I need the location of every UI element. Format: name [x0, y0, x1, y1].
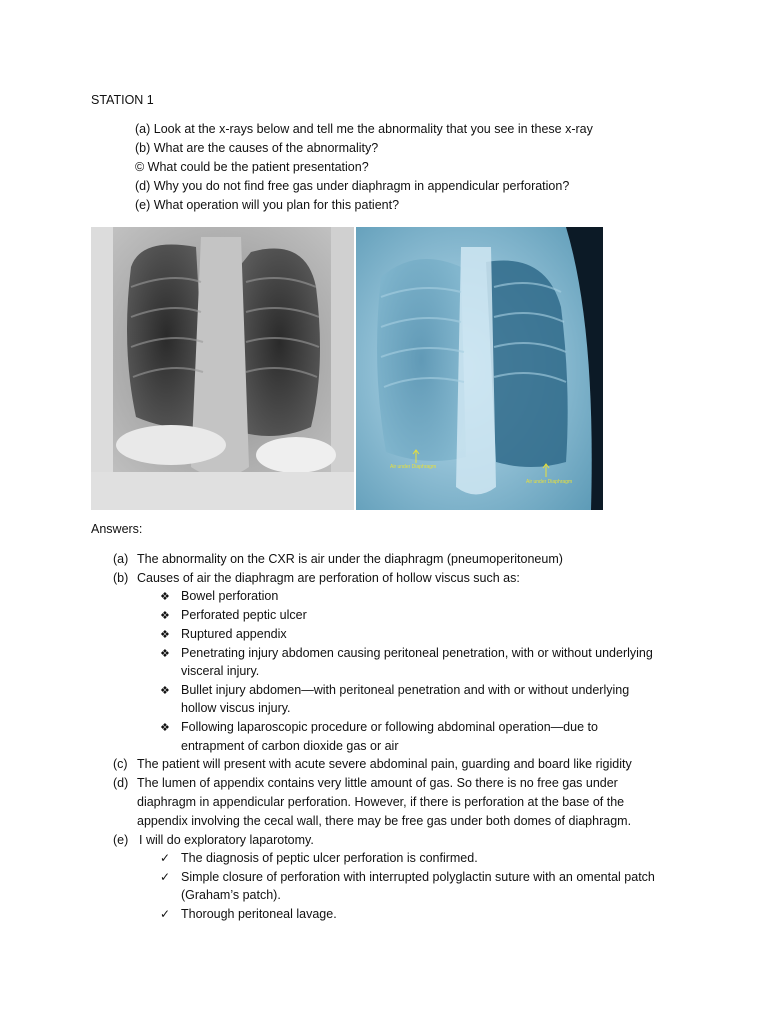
- operation-step-continued: (Graham’s patch).: [181, 888, 281, 902]
- question-d: (d) Why you do not find free gas under diaphragm in appendicular perforation?: [135, 179, 570, 193]
- question-e: (e) What operation will you plan for this patient?: [135, 198, 400, 212]
- operation-step: Thorough peritoneal lavage.: [181, 907, 337, 921]
- chest-xray-left-image: [91, 227, 354, 510]
- bullet-icon: ❖: [160, 629, 170, 641]
- cause-item: Penetrating injury abdomen causing peritoneal penetration, with or without underlying: [181, 646, 653, 660]
- answer-d-line: appendix involving the cecal wall, there may be free gas under both domes of diaphragm.: [137, 814, 632, 828]
- answer-c-label: (c): [113, 757, 128, 771]
- cause-item: Bullet injury abdomen—with peritoneal penetration and with or without underlying: [181, 683, 630, 697]
- cause-item: Bowel perforation: [181, 589, 279, 603]
- page-title: STATION 1: [91, 93, 154, 107]
- check-icon: ✓: [160, 870, 171, 884]
- cause-item: Following laparoscopic procedure or following abdominal operation—due to: [181, 720, 598, 734]
- answer-b-text: Causes of air the diaphragm are perforation of hollow viscus such as:: [137, 571, 520, 585]
- operation-step: Simple closure of perforation with interrupted polyglactin suture with an omental patch: [181, 870, 655, 884]
- operation-step: The diagnosis of peptic ulcer perforation is confirmed.: [181, 851, 478, 865]
- check-icon: ✓: [160, 851, 171, 865]
- bullet-icon: ❖: [160, 610, 170, 622]
- answer-b-label: (b): [113, 571, 129, 585]
- check-icon: ✓: [160, 907, 171, 921]
- bullet-icon: ❖: [160, 722, 170, 734]
- answer-c-text: The patient will present with acute severe abdominal pain, guarding and board like rigidity: [137, 757, 632, 771]
- bullet-icon: ❖: [160, 685, 170, 697]
- bullet-icon: ❖: [160, 591, 170, 603]
- xray-annotation-1: Air under Diaphragm: [390, 464, 437, 470]
- cause-item-continued: hollow viscus injury.: [181, 701, 291, 715]
- cause-item-continued: visceral injury.: [181, 664, 260, 678]
- cause-item: Perforated peptic ulcer: [181, 608, 307, 622]
- question-c: © What could be the patient presentation?: [135, 160, 369, 174]
- answer-e-text: I will do exploratory laparotomy.: [139, 833, 314, 847]
- answers-heading: Answers:: [91, 522, 143, 536]
- answer-d-label: (d): [113, 776, 129, 790]
- question-a: (a) Look at the x-rays below and tell me the abnormality that you see in these x-ray: [135, 122, 593, 136]
- answer-d-line: The lumen of appendix contains very little amount of gas. So there is no free gas under: [137, 776, 618, 790]
- answer-a-text: The abnormality on the CXR is air under the diaphragm (pneumoperitoneum): [137, 552, 563, 566]
- cause-item-continued: entrapment of carbon dioxide gas or air: [181, 739, 399, 753]
- bullet-icon: ❖: [160, 648, 170, 660]
- xray-annotation-2: Air under Diaphragm: [526, 479, 573, 485]
- answer-e-label: (e): [113, 833, 129, 847]
- question-b: (b) What are the causes of the abnormality?: [135, 141, 379, 155]
- chest-xray-right-image: [356, 227, 603, 510]
- cause-item: Ruptured appendix: [181, 627, 287, 641]
- answer-d-line: diaphragm in appendicular perforation. However, if there is perforation at the base of the: [137, 795, 625, 809]
- answer-a-label: (a): [113, 552, 129, 566]
